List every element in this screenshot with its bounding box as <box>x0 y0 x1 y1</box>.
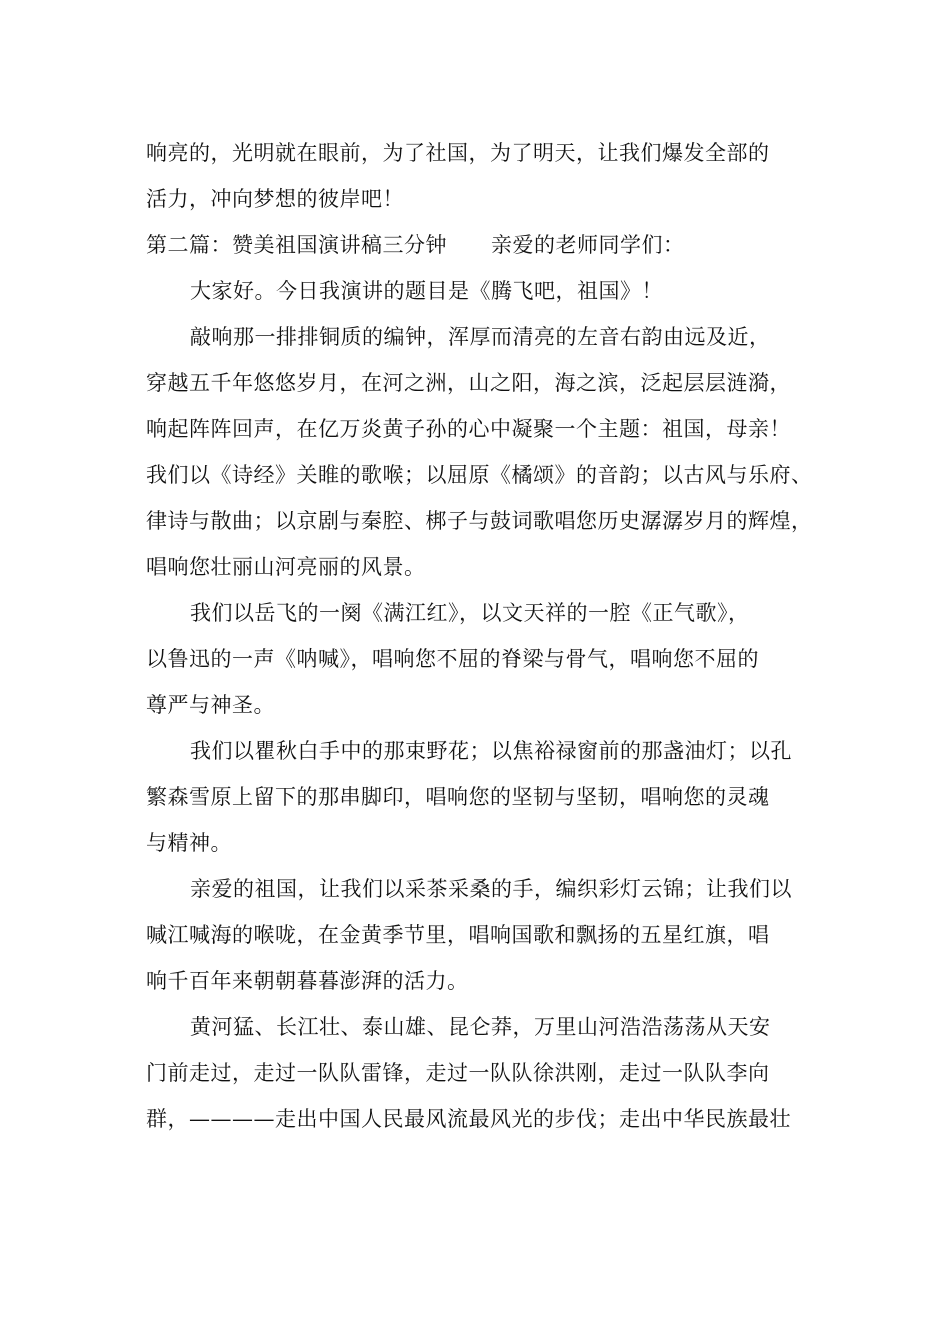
text-line: 大家好。今日我演讲的题目是《腾飞吧，祖国》！ <box>190 279 663 303</box>
text-line: 响起阵阵回声，在亿万炎黄子孙的心中凝聚一个主题：祖国，母亲！ <box>146 417 791 441</box>
section-heading <box>146 222 811 268</box>
text-line: 穿越五千年悠悠岁月，在河之洲，山之阳，海之滨，泛起层层涟漪， <box>146 371 791 395</box>
document-body <box>146 130 811 1142</box>
text-line: 响千百年来朝朝暮暮澎湃的活力。 <box>146 969 469 993</box>
paragraph-spirit <box>146 728 811 866</box>
text-line: 亲爱的祖国，让我们以采茶采桑的手，编织彩灯云锦；让我们以 <box>190 877 792 901</box>
paragraph-bells <box>146 314 811 590</box>
text-line: 律诗与散曲；以京剧与秦腔、梆子与鼓词歌唱您历史潺潺岁月的辉煌， <box>146 509 813 533</box>
text-line: 尊严与神圣。 <box>146 693 275 717</box>
section-title: 第二篇：赞美祖国演讲稿三分钟 <box>146 233 447 257</box>
text-line: 唱响您壮丽山河亮丽的风景。 <box>146 555 426 579</box>
paragraph-heroes <box>146 590 811 728</box>
text-line: 我们以《诗经》关睢的歌喉；以屈原《橘颂》的音韵；以古风与乐府、 <box>146 463 813 487</box>
text-line: 繁森雪原上留下的那串脚印，唱响您的坚韧与坚韧，唱响您的灵魂 <box>146 785 770 809</box>
text-line: 我们以岳飞的一阕《满江红》，以文天祥的一腔《正气歌》， <box>190 601 750 625</box>
text-line: 我们以瞿秋白手中的那束野花；以焦裕禄窗前的那盏油灯；以孔 <box>190 739 792 763</box>
salutation: 亲爱的老师同学们： <box>491 233 685 257</box>
paragraph-continuation <box>146 130 811 222</box>
text-line: 活力，冲向梦想的彼岸吧！ <box>146 187 404 211</box>
text-line: 群，————走出中国人民最风流最风光的步伐；走出中华民族最壮 <box>146 1107 791 1131</box>
paragraph-homeland <box>146 866 811 1004</box>
paragraph-rivers <box>146 1004 811 1142</box>
text-line: 喊江喊海的喉咙，在金黄季节里，唱响国歌和飘扬的五星红旗，唱 <box>146 923 770 947</box>
text-line: 敲响那一排排铜质的编钟，浑厚而清亮的左音右韵由远及近， <box>190 325 771 349</box>
text-line: 响亮的，光明就在眼前，为了社国，为了明天，让我们爆发全部的 <box>146 141 770 165</box>
text-line: 门前走过，走过一队队雷锋，走过一队队徐洪刚，走过一队队李向 <box>146 1061 770 1085</box>
text-line: 黄河猛、长江壮、泰山雄、昆仑莽，万里山河浩浩荡荡从天安 <box>190 1015 771 1039</box>
text-line: 以鲁迅的一声《呐喊》，唱响您不屈的脊梁与骨气，唱响您不屈的 <box>146 647 759 671</box>
paragraph-greeting <box>146 268 811 314</box>
text-line: 与精神。 <box>146 831 232 855</box>
